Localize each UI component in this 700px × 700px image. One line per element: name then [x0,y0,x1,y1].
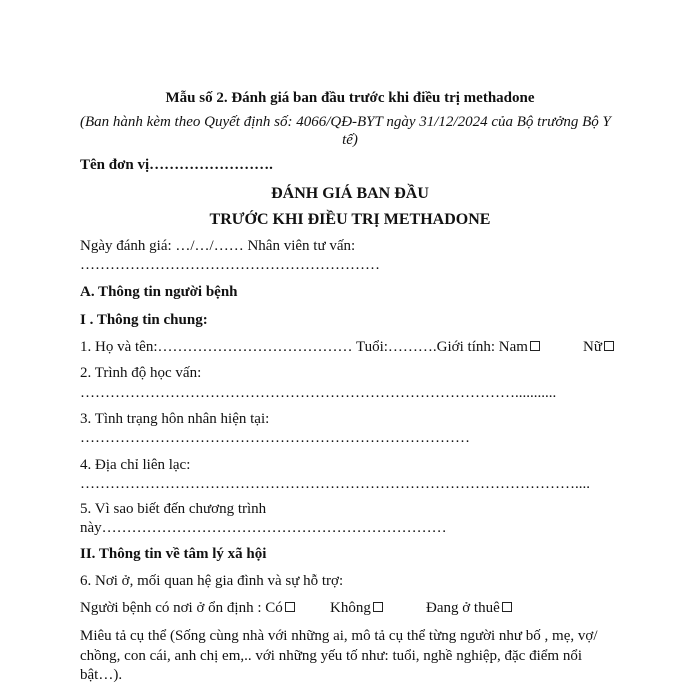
name-age-gender-label: 1. Họ và tên:………………………………… Tuổi:……….Giới tính: Nam [80,339,528,355]
program-source-label: 5. Vì sao biết đến chương trình [80,501,267,517]
housing-renting-option [426,599,512,617]
program-source-dots: này…………………………………………………………… [80,520,447,536]
section-2-title: II. Thông tin về tâm lý xã hội [80,546,267,562]
female-checkbox[interactable] [604,341,614,351]
decision-reference-line-1: (Ban hành kèm theo Quyết định số: 4066/QĐ-BYT ngày 31/12/2024 của Bộ trưởng Bộ Y [80,114,611,130]
main-title-line-1: ĐÁNH GIÁ BAN ĐẦU [271,185,429,202]
decision-reference-line-2: tế) [342,132,358,148]
stable-housing-label: Người bệnh có nơi ở ổn định : Có [80,600,283,616]
main-title-line-2: TRƯỚC KHI ĐIỀU TRỊ METHADONE [209,211,491,228]
housing-no-label: Không [330,600,371,616]
unit-name-field: Tên đơn vị……………………. [80,157,273,173]
female-label: Nữ [583,339,602,355]
housing-no-checkbox[interactable] [373,602,383,612]
housing-renting-checkbox[interactable] [502,602,512,612]
assessment-date-field: Ngày đánh giá: …/…/…… Nhân viên tư vấn: [80,238,356,254]
section-1-title: I . Thông tin chung: [80,312,208,328]
education-label: 2. Trình độ học vấn: [80,365,202,381]
housing-no-option [330,599,383,617]
counselor-name-dots: …………………………………………………… [80,257,380,273]
address-dots: ……………………………………………………………………………………….... [80,476,590,492]
section-a-title: A. Thông tin người bệnh [80,284,238,300]
housing-family-support-label: 6. Nơi ở, mối quan hệ gia đình và sự hỗ trợ: [80,573,344,589]
female-option [583,338,614,356]
housing-renting-label: Đang ở thuê [426,600,500,616]
male-checkbox[interactable] [530,341,540,351]
marital-status-label: 3. Tình trạng hôn nhân hiện tại: [80,411,270,427]
address-label: 4. Địa chỉ liên lạc: [80,457,191,473]
name-age-gender-row [80,338,540,356]
education-dots: ……………………………………………………………………………........... [80,385,557,401]
description-line-3: bật…). [80,667,123,683]
form-title: Mẫu số 2. Đánh giá ban đầu trước khi điều trị methadone [165,90,535,106]
marital-status-dots: …………………………………………………………………… [80,430,470,446]
housing-yes-checkbox[interactable] [285,602,295,612]
description-line-2: chồng, con cái, anh chị em,.. với những yếu tố như: tuổi, nghề nghiệp, đặc điểm nổi [80,648,583,664]
stable-housing-row [80,599,295,617]
description-line-1: Miêu tả cụ thể (Sống cùng nhà với những ai, mô tả cụ thể từng người như bố , mẹ, vợ/ [80,628,598,644]
